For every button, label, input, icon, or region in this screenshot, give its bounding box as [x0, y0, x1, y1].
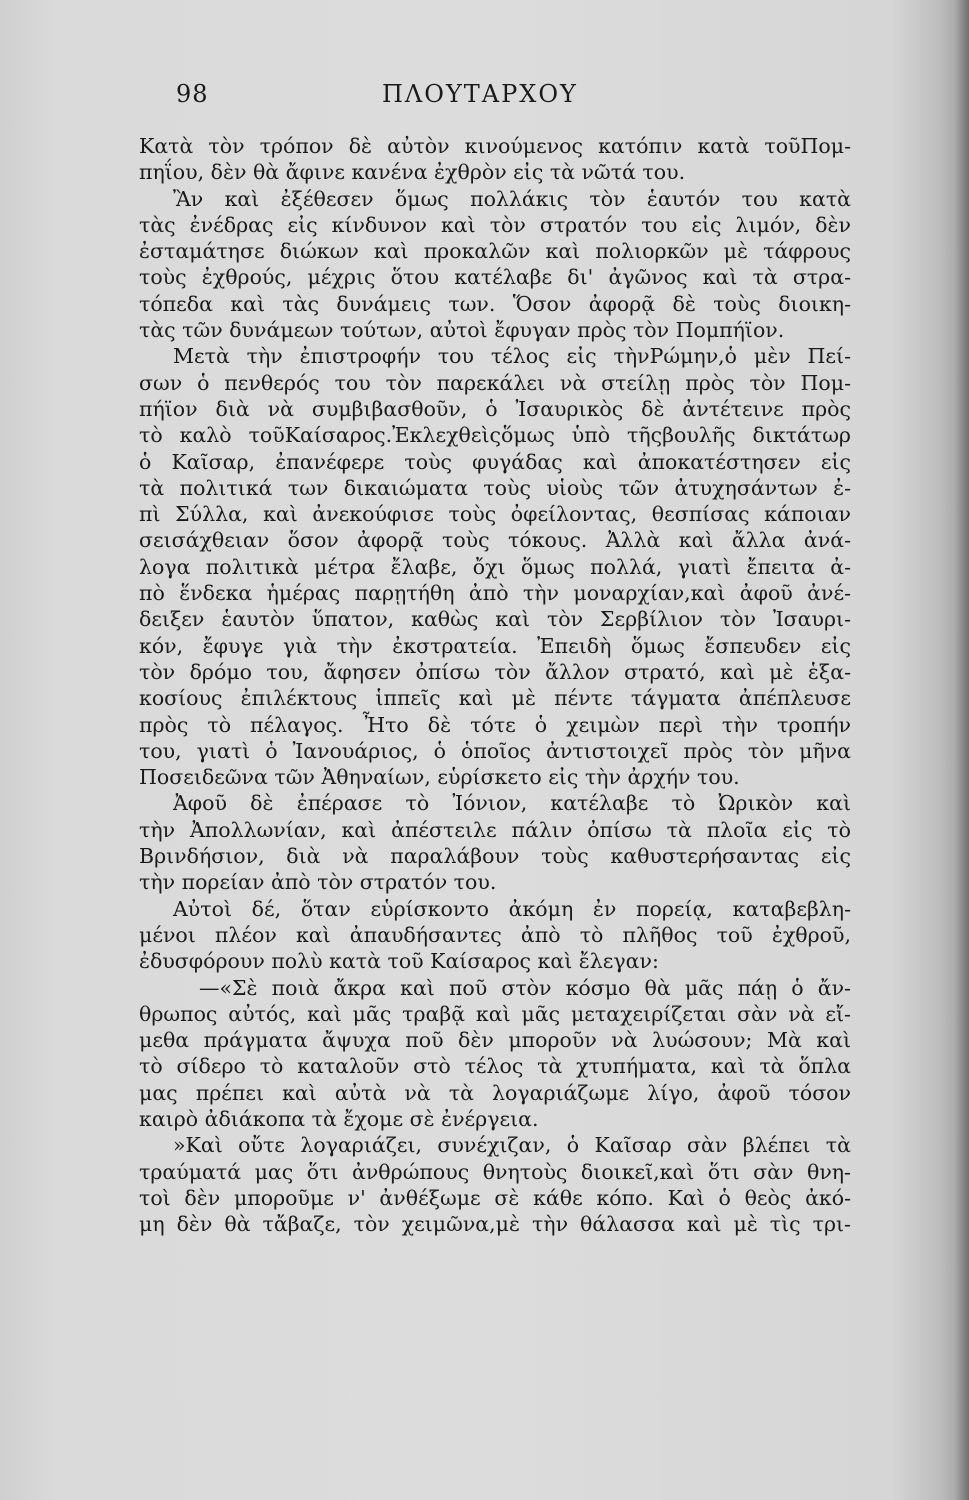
text-line: τὰ πολιτικά των δικαιώματα τοὺς υἱοὺς τῶν ἀτυχησάντων ἐ-: [139, 475, 851, 500]
text-line: θρωπος αὐτός, καὶ μᾶς τραβᾷ καὶ μᾶς μεταχειρίζεται σὰν νὰ εἴ-: [139, 1001, 851, 1026]
page-number: 98: [176, 80, 209, 108]
text-line: τὸ σίδερο τὸ καταλοῦν στὸ τέλος τὰ χτυπήματα, καὶ τὰ ὅπλα: [139, 1054, 851, 1079]
text-line: λογα πολιτικὰ μέτρα ἔλαβε, ὄχι ὅμως πολλά, γιατὶ ἔπειτα ἀ-: [139, 554, 851, 579]
text-line: Βρινδήσιον, διὰ νὰ παραλάβουν τοὺς καθυστερήσαντας εἰς: [139, 844, 851, 869]
text-line: —«Σὲ ποιὰ ἄκρα καὶ ποῦ στὸν κόσμο θὰ μᾶς πάῃ ὁ ἄν-: [199, 975, 851, 1000]
text-line: μας πρέπει καὶ αὐτὰ νὰ τὰ λογαριάζωμε λίγο, ἀφοῦ τόσον: [139, 1080, 851, 1105]
text-line: Μετὰ τὴν ἐπιστροφήν του τέλος εἰς τὴνΡώμην,ὁ μὲν Πεί-: [173, 344, 851, 369]
text-line: πηΐου, δὲν θὰ ἄφινε κανένα ἐχθρὸν εἰς τὰ νῶτά του.: [139, 160, 686, 185]
text-line: μη δὲν θὰ τἄβαζε, τὸν χειμῶνα,μὲ τὴν θάλασσα καὶ μὲ τὶς τρι-: [139, 1212, 851, 1237]
text-line: Ποσειδεῶνα τῶν Ἀθηναίων, εὑρίσκετο εἰς τὴν ἀρχήν του.: [139, 765, 740, 790]
text-line: κόν, ἔφυγε γιὰ τὴν ἐκστρατεία. Ἐπειδὴ ὅμως ἔσπευδεν εἰς: [139, 633, 851, 658]
text-line: πὸ ἕνδεκα ἡμέρας παρῃτήθη ἀπὸ τὴν μοναρχίαν,καὶ ἀφοῦ ἀνέ-: [139, 581, 851, 606]
text-line: τὴν Ἀπολλωνίαν, καὶ ἀπέστειλε πάλιν ὀπίσω τὰ πλοῖα εἰς τὸ: [139, 817, 851, 842]
text-line: τὰς τῶν δυνάμεων τούτων, αὐτοὶ ἔφυγαν πρὸς τὸν Πομπήϊον.: [139, 318, 785, 343]
text-line: δειξεν ἑαυτὸν ὕπατον, καθὼς καὶ τὸν Σερβίλιον τὸν Ἰσαυρι-: [139, 607, 851, 632]
text-line: σων ὁ πενθερός του τὸν παρεκάλει νὰ στείλῃ πρὸς τὸν Πομ-: [139, 370, 851, 395]
text-line: του, γιατὶ ὁ Ἰανουάριος, ὁ ὁποῖος ἀντιστοιχεῖ πρὸς τὸν μῆνα: [139, 738, 851, 763]
text-line: ὁ Καῖσαρ, ἐπανέφερε τοὺς φυγάδας καὶ ἀποκατέστησεν εἰς: [139, 449, 851, 474]
text-line: τραύματά μας ὅτι ἀνθρώπους θνητοὺς διοικεῖ,καὶ ὅτι σὰν θνη-: [139, 1159, 851, 1184]
page-header: [0, 80, 969, 120]
running-title: ΠΛΟΥΤΑΡΧΟΥ: [382, 80, 578, 108]
text-line: πήϊον διὰ νὰ συμβιβασθοῦν, ὁ Ἰσαυρικὸς δὲ ἀντέτεινε πρὸς: [139, 396, 851, 421]
text-line: σεισάχθειαν ὅσον ἀφορᾷ τοὺς τόκους. Ἀλλὰ καὶ ἄλλα ἀνά-: [139, 528, 851, 553]
text-line: τὴν πορείαν ἀπὸ τὸν στρατόν του.: [139, 870, 497, 895]
text-line: Αὐτοὶ δέ, ὅταν εὑρίσκοντο ἀκόμη ἐν πορείᾳ, καταβεβλη-: [173, 896, 851, 921]
text-line: τοὶ δὲν μποροῦμε ν' ἀνθέξωμε σὲ κάθε κόπο. Καὶ ὁ θεὸς ἀκό-: [139, 1185, 851, 1210]
text-line: Ἀφοῦ δὲ ἐπέρασε τὸ Ἰόνιον, κατέλαβε τὸ Ὠρικὸν καὶ: [173, 791, 851, 816]
text-line: μένοι πλέον καὶ ἀπαυδήσαντες ἀπὸ τὸ πλῆθος τοῦ ἐχθροῦ,: [139, 922, 851, 947]
text-line: ἐδυσφόρουν πολὺ κατὰ τοῦ Καίσαρος καὶ ἔλεγαν:: [139, 949, 659, 974]
text-line: καιρὸ ἀδιάκοπα τὰ ἔχομε σὲ ἐνέργεια.: [139, 1106, 539, 1131]
text-line: Κατὰ τὸν τρόπον δὲ αὐτὸν κινούμενος κατόπιν κατὰ τοῦΠομ-: [139, 134, 851, 158]
text-line: τὰς ἐνέδρας εἰς κίνδυνον καὶ τὸν στρατόν του εἰς λιμόν, δὲν: [139, 212, 851, 237]
text-line: πὶ Σύλλα, καὶ ἀνεκούφισε τοὺς ὀφείλοντας, θεσπίσας κάποιαν: [139, 502, 851, 527]
text-line: τὸν δρόμο του, ἄφησεν ὀπίσω τὸν ἄλλον στρατό, καὶ μὲ ἑξα-: [139, 659, 851, 684]
text-line: κοσίους ἐπιλέκτους ἱππεῖς καὶ μὲ πέντε τάγματα ἀπέπλευσε: [139, 686, 851, 711]
text-line: Ἂν καὶ ἐξέθεσεν ὅμως πολλάκις τὸν ἑαυτόν του κατὰ: [173, 186, 851, 211]
page-edge-shadow: [955, 0, 969, 1500]
text-line: ἐσταμάτησε διώκων καὶ προκαλῶν καὶ πολιορκῶν μὲ τάφρους: [139, 239, 851, 264]
text-line: τοὺς ἐχθρούς, μέχρις ὅτου κατέλαβε δι' ἀγῶνος καὶ τὰ στρα-: [139, 265, 851, 290]
text-line: μεθα πράγματα ἄψυχα ποῦ δὲν μποροῦν νὰ λυώσουν; Μὰ καὶ: [139, 1028, 851, 1053]
text-line: τὸ καλὸ τοῦΚαίσαρος.Ἐκλεχθεὶςὅμως ὑπὸ τῆςβουλῆς δικτάτωρ: [139, 423, 851, 448]
text-line: πρὸς τὸ πέλαγος. Ἦτο δὲ τότε ὁ χειμὼν περὶ τὴν τροπήν: [139, 712, 851, 737]
text-line: τόπεδα καὶ τὰς δυνάμεις των. Ὅσον ἀφορᾷ δὲ τοὺς διοικη-: [139, 291, 851, 316]
text-line: »Καὶ οὔτε λογαριάζει, συνέχιζαν, ὁ Καῖσαρ σὰν βλέπει τὰ: [173, 1133, 851, 1158]
body-text: [139, 133, 851, 1237]
